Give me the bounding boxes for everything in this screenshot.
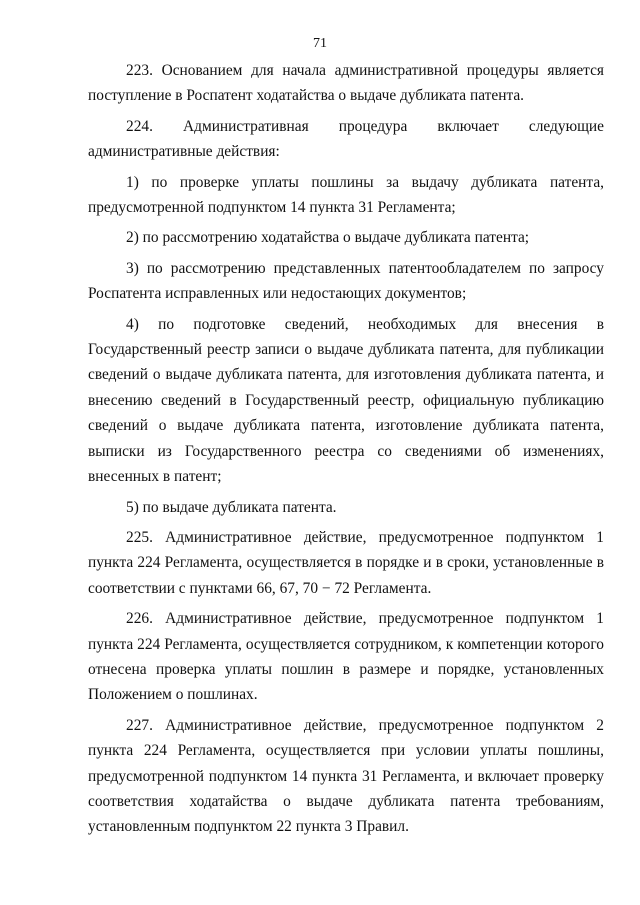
page-number: 71	[313, 36, 327, 51]
paragraph-223: 223. Основанием для начала административной процедуры является поступление в Роспатент ходатайства о выдаче дубликата патента.	[88, 62, 604, 105]
paragraph-224: 224. Административная процедура включает следующие административные действия:	[88, 117, 604, 161]
paragraph-226: 226. Административное действие, предусмотренное подпунктом 1 пункта 224 Регламента, осуществляется сотрудником, к компетенции которого отнесена проверка уплаты пошлин в размере и порядке, установленных Положением о пошлинах.	[88, 610, 604, 704]
document-body	[88, 58, 604, 840]
list-item-4: 4) по подготовке сведений, необходимых для внесения в Государственный реестр записи о выдаче дубликата патента, для публикации сведений о выдаче дубликата патента, для изготовления дубликата патента, и внесению сведений в Государственный реестр, официальную публикацию сведений о выдаче дубликата патента, изготовление дубликата патента, выписки из Государственного реестра со сведениями об изменениях, внесенных в патент;	[88, 315, 604, 486]
list-item-2: 2) по рассмотрению ходатайства о выдаче дубликата патента;	[126, 229, 530, 247]
paragraph-227: 227. Административное действие, предусмотренное подпунктом 2 пункта 224 Регламента, осуществляется при условии уплаты пошлины, предусмотренной подпунктом 14 пункта 31 Регламента, и включает проверку соответствия ходатайства о выдаче дубликата патента требованиям, установленным подпунктом 22 пункта 3 Правил.	[88, 716, 604, 836]
list-item-5: 5) по выдаче дубликата патента.	[126, 498, 337, 516]
paragraph-225: 225. Административное действие, предусмотренное подпунктом 1 пункта 224 Регламента, осуществляется в порядке и в сроки, установленные в соответствии с пунктами 66, 67, 70 − 72 Регламента.	[88, 528, 604, 597]
list-item-1: 1) по проверке уплаты пошлины за выдачу дубликата патента, предусмотренной подпунктом 14 пункта 31 Регламента;	[88, 173, 604, 217]
list-item-3: 3) по рассмотрению представленных патентообладателем по запросу Роспатента исправленных или недостающих документов;	[88, 259, 604, 303]
